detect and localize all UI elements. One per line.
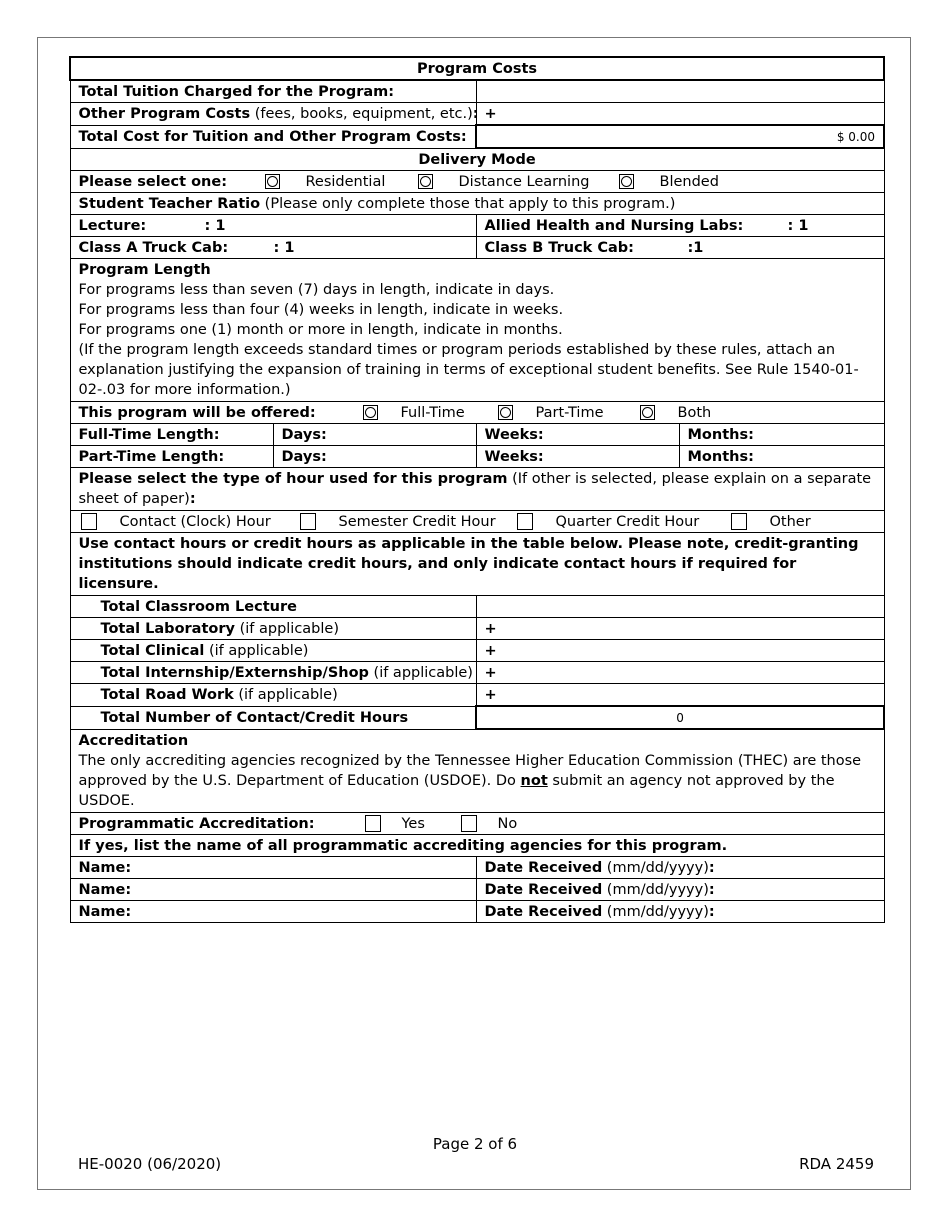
tuition-field[interactable]: [476, 80, 884, 103]
agency-name-2[interactable]: Name:: [70, 879, 476, 901]
ratio-header: Student Teacher Ratio (Please only complete those that apply to this program.): [70, 193, 884, 215]
programmatic-accreditation-row: [70, 813, 884, 835]
laboratory-label: Total Laboratory (if applicable): [70, 618, 476, 640]
offered-row: [70, 402, 884, 424]
no-label: No: [497, 815, 518, 832]
full-time-days[interactable]: Days:: [273, 424, 476, 446]
other-costs-field[interactable]: +: [476, 103, 884, 126]
full-time-weeks[interactable]: Weeks:: [476, 424, 679, 446]
yes-label: Yes: [401, 815, 425, 832]
accreditation-title: Accreditation: [78, 733, 189, 749]
other-costs-label: Other Program Costs (fees, books, equipment, etc.):: [70, 103, 476, 126]
accreditation-text: The only accrediting agencies recognized by the Tennessee Higher Education Commission (THEC) are those approved by the U.S. Department of Education (USDOE). Do not submit an agency not approved by the USDOE.: [78, 753, 862, 809]
laboratory-field[interactable]: +: [476, 618, 884, 640]
accreditation-block: [70, 729, 884, 813]
radio-distance-learning[interactable]: [418, 174, 433, 189]
length-note: (If the program length exceeds standard times or program periods established by these rules, attach an explanation justifying the expansion of training in terms of exceptional student benefits. See Rule 1540-01-02-.03 for more information.): [78, 342, 859, 398]
clinical-label: Total Clinical (if applicable): [70, 640, 476, 662]
other-label: Other: [769, 513, 811, 530]
part-time-length-label: Part-Time Length:: [70, 446, 273, 468]
programmatic-label: Programmatic Accreditation:: [78, 815, 315, 832]
program-length-title: Program Length: [78, 262, 211, 278]
checkbox-other[interactable]: [731, 513, 747, 530]
part-time-days[interactable]: Days:: [273, 446, 476, 468]
classroom-lecture-label: Total Classroom Lecture: [70, 596, 476, 618]
agency-date-3[interactable]: Date Received (mm/dd/yyyy):: [476, 901, 884, 923]
agency-date-1[interactable]: Date Received (mm/dd/yyyy):: [476, 857, 884, 879]
length-rule-weeks: For programs less than four (4) weeks in length, indicate in weeks.: [78, 302, 564, 318]
delivery-select-label: Please select one:: [78, 173, 227, 190]
lecture-ratio[interactable]: Lecture: : 1: [70, 215, 476, 237]
allied-ratio[interactable]: Allied Health and Nursing Labs: : 1: [476, 215, 884, 237]
rda-number: RDA 2459: [799, 1155, 874, 1173]
option-blended-label: Blended: [659, 173, 719, 190]
total-cost-value: $ 0.00: [476, 125, 884, 148]
radio-blended[interactable]: [619, 174, 634, 189]
classroom-lecture-field[interactable]: [476, 596, 884, 618]
hour-type-row: [70, 511, 884, 533]
radio-full-time[interactable]: [363, 405, 378, 420]
delivery-mode-header: Delivery Mode: [70, 148, 884, 171]
truck-b-ratio[interactable]: Class B Truck Cab: :1: [476, 237, 884, 259]
option-residential-label: Residential: [305, 173, 386, 190]
semester-credit-label: Semester Credit Hour: [338, 513, 496, 530]
agency-date-2[interactable]: Date Received (mm/dd/yyyy):: [476, 879, 884, 901]
checkbox-no[interactable]: [461, 815, 477, 832]
truck-a-ratio[interactable]: Class A Truck Cab: : 1: [70, 237, 476, 259]
program-form: [69, 56, 885, 923]
agency-name-1[interactable]: Name:: [70, 857, 476, 879]
quarter-credit-label: Quarter Credit Hour: [555, 513, 700, 530]
total-hours-label: Total Number of Contact/Credit Hours: [70, 706, 476, 729]
contact-hour-label: Contact (Clock) Hour: [119, 513, 271, 530]
form-id: HE-0020 (06/2020): [78, 1155, 222, 1173]
checkbox-contact-hour[interactable]: [81, 513, 97, 530]
internship-field[interactable]: +: [476, 662, 884, 684]
hour-type-instructions: Please select the type of hour used for this program (If other is selected, please explain on a separate sheet of paper):: [70, 468, 884, 511]
checkbox-semester-credit[interactable]: [300, 513, 316, 530]
agency-name-3[interactable]: Name:: [70, 901, 476, 923]
program-length-block: [70, 259, 884, 402]
radio-part-time[interactable]: [498, 405, 513, 420]
offered-label: This program will be offered:: [78, 404, 316, 421]
agencies-list-label: If yes, list the name of all programmatic accrediting agencies for this program.: [70, 835, 884, 857]
tuition-label: Total Tuition Charged for the Program:: [70, 80, 476, 103]
option-both-label: Both: [677, 404, 712, 421]
length-rule-days: For programs less than seven (7) days in length, indicate in days.: [78, 282, 555, 298]
option-full-time-label: Full-Time: [400, 404, 465, 421]
checkbox-yes[interactable]: [365, 815, 381, 832]
clinical-field[interactable]: +: [476, 640, 884, 662]
total-cost-label: Total Cost for Tuition and Other Program Costs:: [70, 125, 476, 148]
full-time-months[interactable]: Months:: [679, 424, 884, 446]
full-time-length-label: Full-Time Length:: [70, 424, 273, 446]
radio-both[interactable]: [640, 405, 655, 420]
delivery-mode-row: [70, 171, 884, 193]
road-work-label: Total Road Work (if applicable): [70, 684, 476, 707]
length-rule-months: For programs one (1) month or more in length, indicate in months.: [78, 322, 563, 338]
radio-residential[interactable]: [265, 174, 280, 189]
checkbox-quarter-credit[interactable]: [517, 513, 533, 530]
option-part-time-label: Part-Time: [535, 404, 604, 421]
program-costs-header: Program Costs: [70, 57, 884, 80]
road-work-field[interactable]: +: [476, 684, 884, 707]
hours-note: Use contact hours or credit hours as applicable in the table below. Please note, credit-granting institutions should indicate credit hours, and only indicate contact hours if required for licensure.: [70, 533, 884, 596]
total-hours-value: 0: [476, 706, 884, 729]
internship-label: Total Internship/Externship/Shop (if applicable): [70, 662, 476, 684]
page-number: Page 2 of 6: [432, 1135, 518, 1153]
option-distance-label: Distance Learning: [458, 173, 590, 190]
part-time-weeks[interactable]: Weeks:: [476, 446, 679, 468]
part-time-months[interactable]: Months:: [679, 446, 884, 468]
